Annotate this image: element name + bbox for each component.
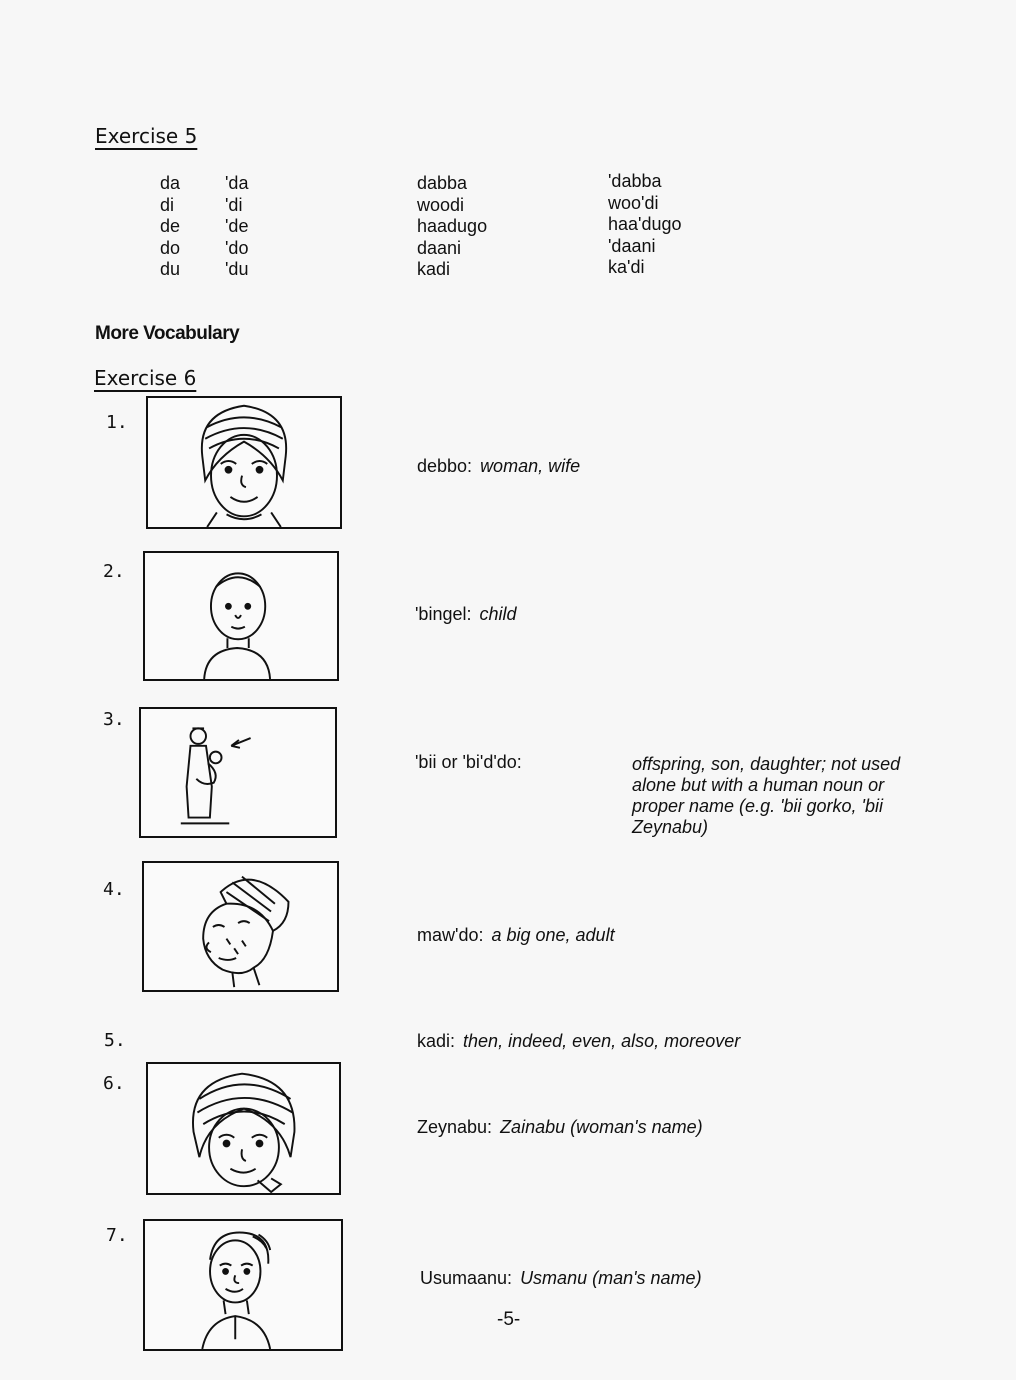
vocab-entry-2 xyxy=(415,604,517,625)
item-number: 3. xyxy=(103,709,125,730)
usumaanu-illustration xyxy=(143,1219,343,1351)
vocab-entry-7 xyxy=(420,1268,702,1289)
list-item: haa'dugo xyxy=(608,214,682,234)
elder-illustration xyxy=(142,861,339,992)
vocab-entry-5 xyxy=(417,1031,740,1052)
vocab-term-3: 'bii or 'bi'd'do: xyxy=(415,752,522,772)
child-illustration xyxy=(143,551,339,681)
item-number: 6. xyxy=(103,1073,125,1094)
word-column-4 xyxy=(608,171,682,279)
item-number: 2. xyxy=(103,561,125,582)
vocab-gloss: Usmanu (man's name) xyxy=(520,1268,702,1288)
vocab-term: 'bingel: xyxy=(415,604,472,624)
list-item: 'da xyxy=(225,173,249,193)
vocab-gloss: a big one, adult xyxy=(491,925,615,945)
syllable-column-2 xyxy=(225,173,248,281)
exercise5-title: Exercise 5 xyxy=(95,124,198,148)
exercise6-title: Exercise 6 xyxy=(94,366,197,390)
vocab-gloss: child xyxy=(479,604,517,624)
vocab-gloss: Zainabu (woman's name) xyxy=(500,1117,703,1137)
mother-with-baby-illustration xyxy=(139,707,337,838)
list-item: 'daani xyxy=(608,235,656,256)
vocab-term: debbo: xyxy=(417,456,473,476)
vocab-gloss-3: offspring, son, daughter; not used alone but with a human noun or proper name (e.g. 'bii gorko, 'bii Zeynabu) xyxy=(632,754,901,837)
vocab-term: Zeynabu: xyxy=(417,1117,493,1137)
list-item: do xyxy=(160,237,181,258)
list-item: 'dabba xyxy=(608,171,662,191)
list-item: 'do xyxy=(225,237,249,258)
word-column-3 xyxy=(417,173,487,281)
syllable-column-1 xyxy=(160,173,180,281)
zeynabu-illustration xyxy=(146,1062,341,1195)
item-number: 5. xyxy=(104,1030,126,1051)
vocab-entry-1 xyxy=(417,456,580,477)
page-number: -5- xyxy=(497,1309,521,1330)
list-item: woo'di xyxy=(608,192,659,213)
item-number: 1. xyxy=(106,412,128,433)
list-item: 'du xyxy=(225,259,249,279)
item-number: 4. xyxy=(103,879,125,900)
list-item: de xyxy=(160,216,181,236)
vocab-gloss: woman, wife xyxy=(480,456,581,476)
item-number: 7. xyxy=(106,1225,128,1246)
list-item: du xyxy=(160,259,181,279)
list-item: kadi xyxy=(417,259,451,279)
list-item: haadugo xyxy=(417,216,488,236)
list-item: 'di xyxy=(225,194,243,215)
list-item: ka'di xyxy=(608,257,645,277)
list-item: di xyxy=(160,194,175,215)
vocab-term: maw'do: xyxy=(417,925,484,945)
list-item: 'de xyxy=(225,216,249,236)
woman-illustration xyxy=(146,396,342,529)
vocab-entry-6 xyxy=(417,1117,703,1138)
vocab-term: kadi: xyxy=(417,1031,456,1051)
list-item: dabba xyxy=(417,173,468,193)
vocabulary-heading: More Vocabulary xyxy=(95,323,240,344)
list-item: daani xyxy=(417,237,462,258)
list-item: da xyxy=(160,173,181,193)
vocab-term: Usumaanu: xyxy=(420,1268,513,1288)
list-item: woodi xyxy=(417,194,465,215)
vocab-gloss: then, indeed, even, also, moreover xyxy=(463,1031,741,1051)
vocab-entry-4 xyxy=(417,925,615,946)
